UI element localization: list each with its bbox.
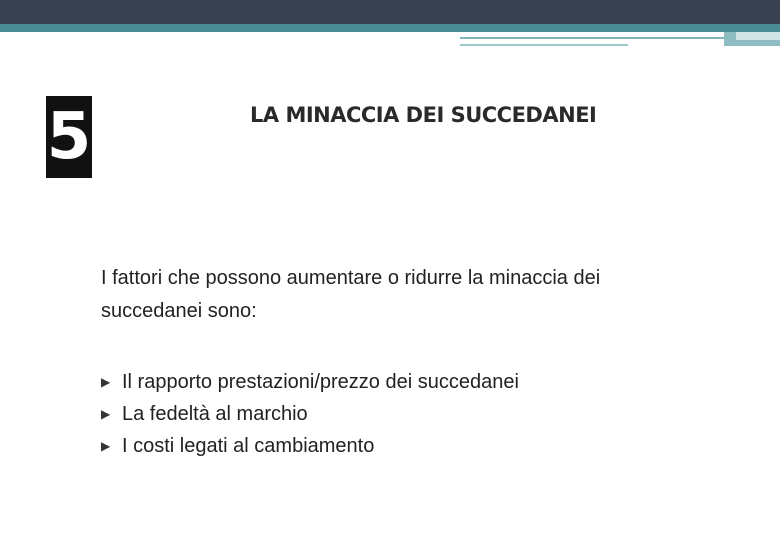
intro-line: I fattori che possono aumentare o ridurre la minaccia dei [101, 267, 601, 289]
intro-line: succedanei sono: [101, 300, 257, 322]
triangle-bullet-icon: ▶ [101, 439, 111, 453]
list-item [101, 398, 519, 430]
corner-accent-block [736, 32, 780, 40]
slide-title: LA MINACCIA DEI SUCCEDANEI [250, 103, 597, 127]
slide-number-badge: 5 [46, 96, 92, 178]
teal-accent-band [0, 24, 780, 32]
bullet-text: I costi legati al cambiamento [122, 434, 375, 457]
intro-paragraph [101, 262, 701, 328]
bullet-text: La fedeltà al marchio [122, 402, 308, 425]
triangle-bullet-icon: ▶ [101, 407, 111, 421]
list-item [101, 366, 519, 398]
list-item [101, 430, 519, 462]
bullet-list [101, 366, 519, 462]
triangle-bullet-icon: ▶ [101, 375, 111, 389]
bullet-text: Il rapporto prestazioni/prezzo dei succedanei [122, 370, 519, 393]
accent-line [460, 37, 724, 39]
top-decorative-bar [0, 0, 780, 24]
accent-line [460, 44, 628, 46]
